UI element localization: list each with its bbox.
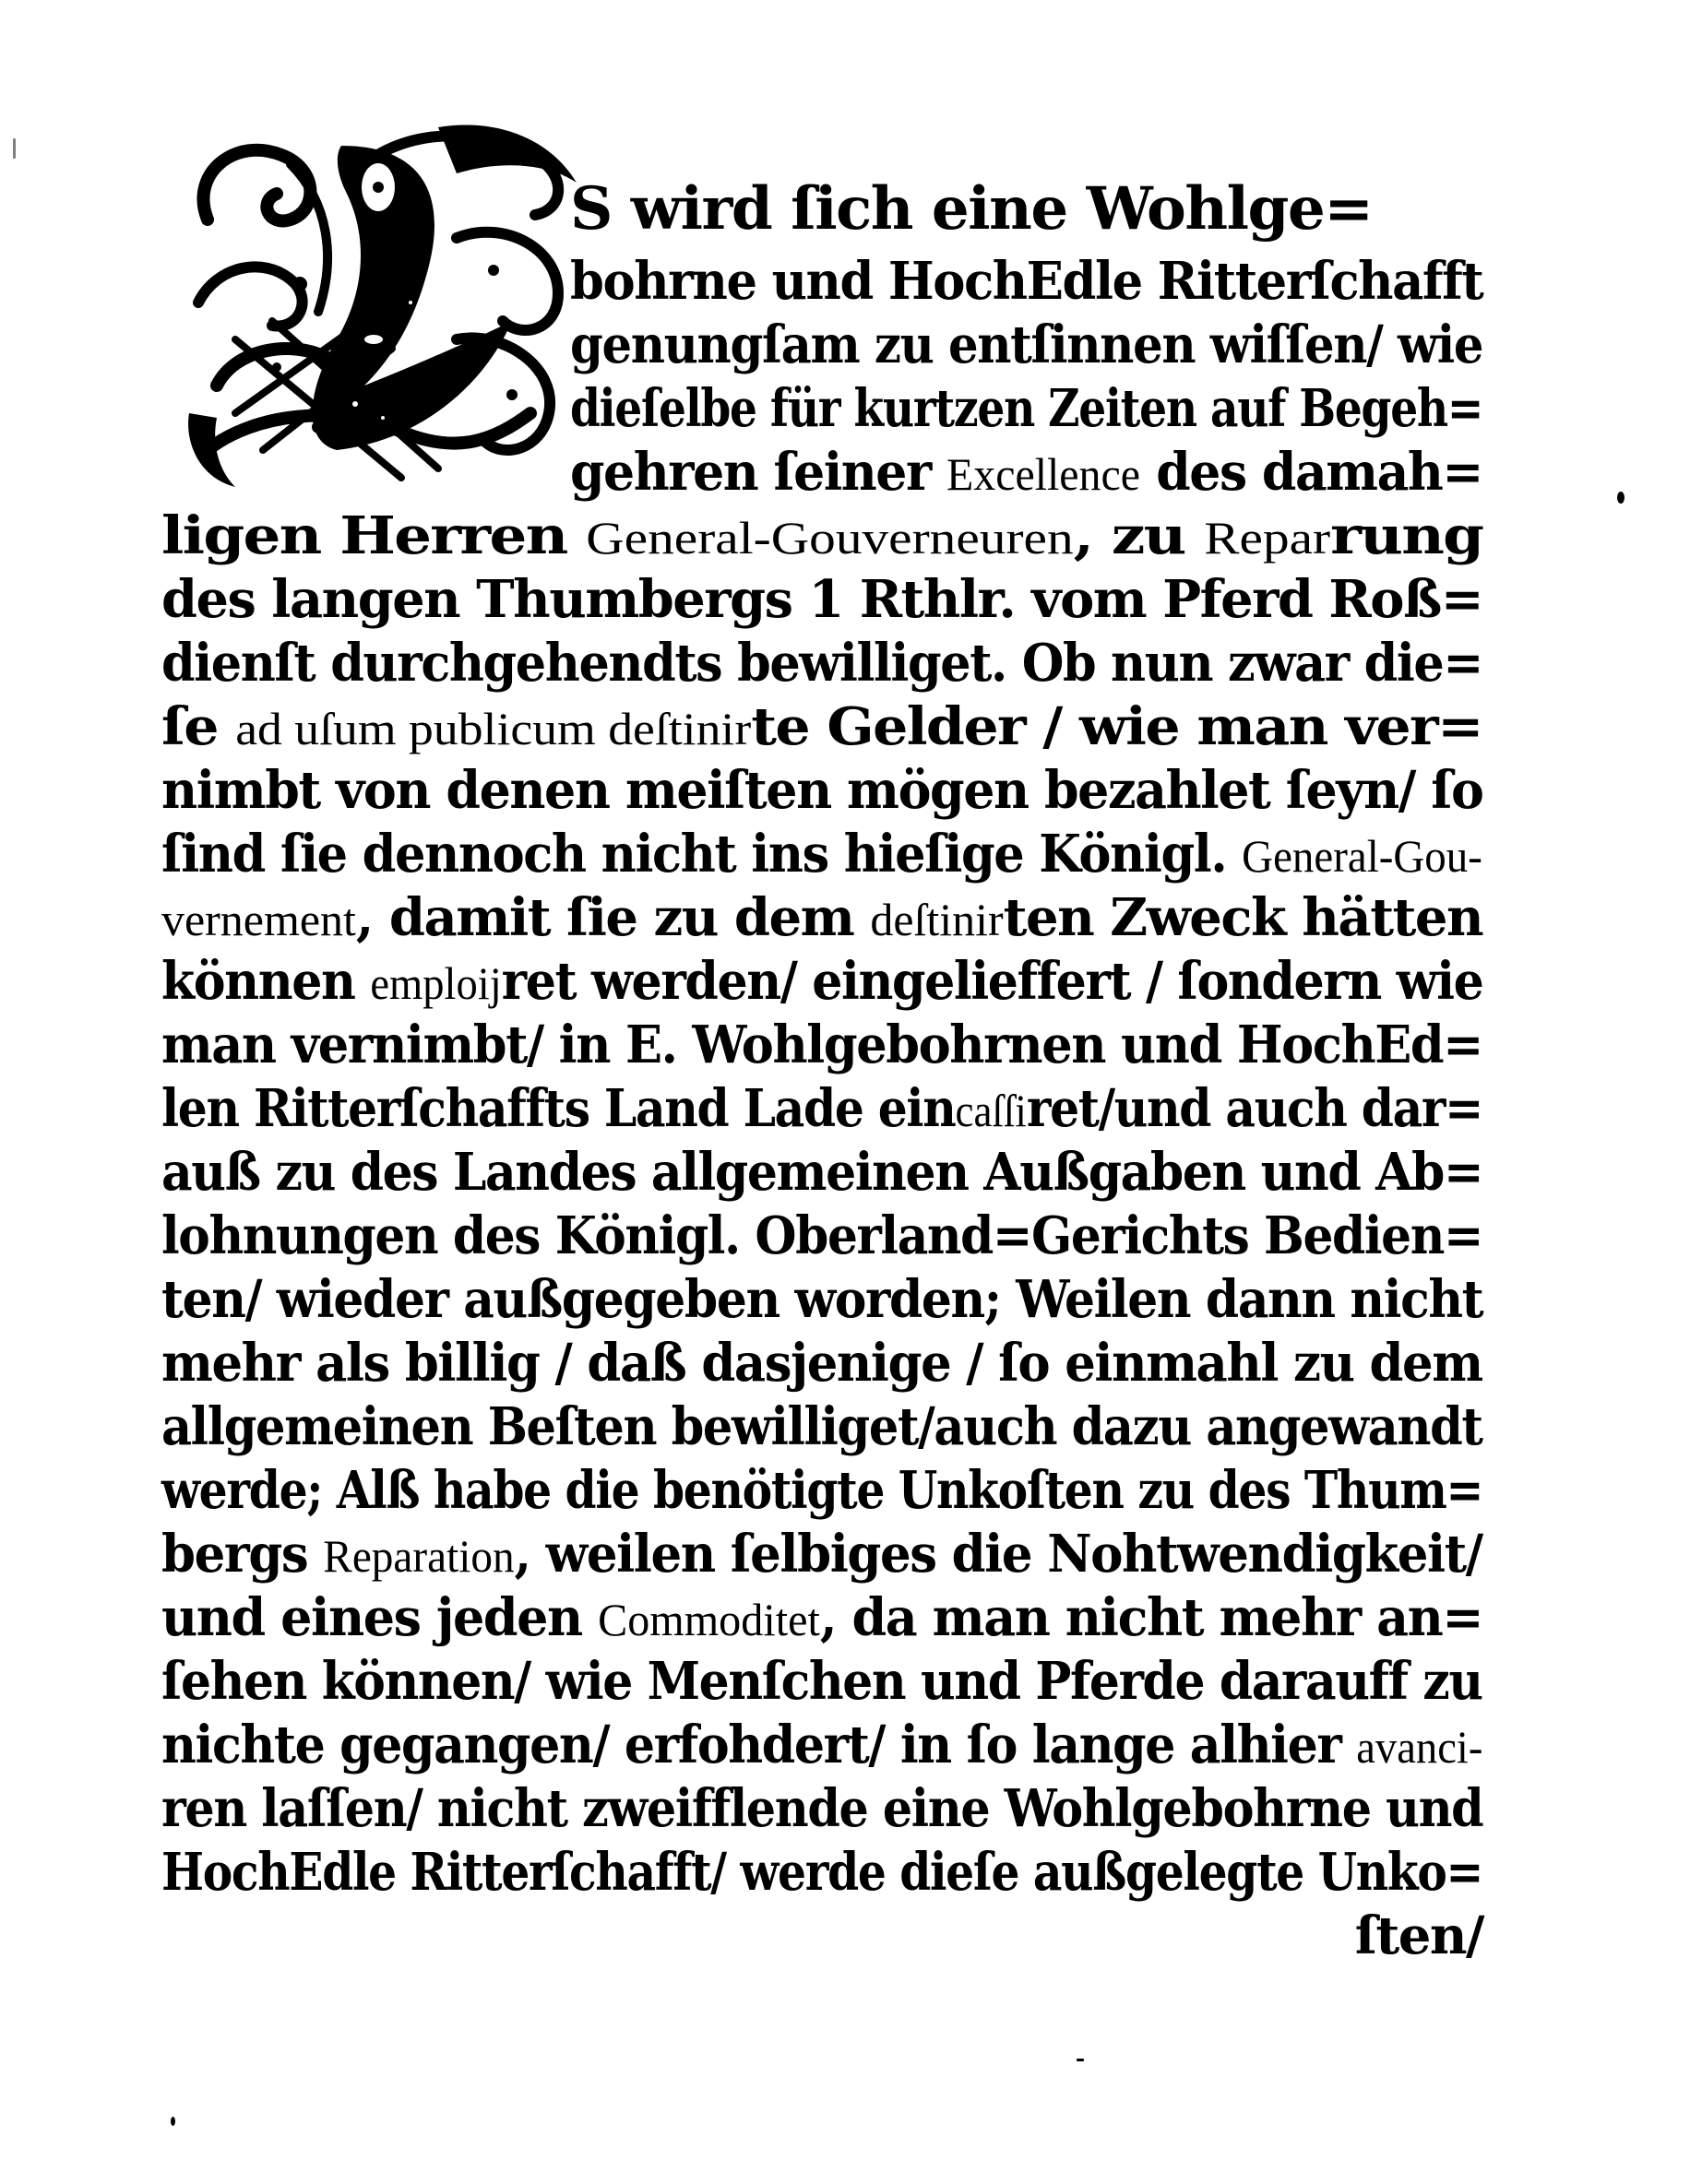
text-segment: lohnungen des Königl. Oberland=Gerichts Bedien= bbox=[161, 1205, 1483, 1266]
text-segment: werde; Alß habe die benötigte Unkoſten zu des Thum= bbox=[161, 1460, 1483, 1521]
text-line-2 bbox=[570, 251, 1482, 312]
text-segment: des damah= bbox=[1139, 442, 1482, 503]
text-segment: te Gelder / wie man ver= bbox=[751, 696, 1482, 757]
text-line-17 bbox=[161, 1205, 1482, 1266]
text-segment: und eines jeden bbox=[161, 1587, 599, 1648]
text-segment: len Ritterſchaffts Land Lade ein bbox=[161, 1078, 956, 1139]
latin-segment: Reparation bbox=[323, 1530, 515, 1582]
text-line-16 bbox=[161, 1142, 1482, 1203]
text-segment: , damit ſie zu dem bbox=[355, 887, 871, 948]
text-segment: ſehen können/ wie Menſchen und Pferde darauff zu bbox=[161, 1651, 1482, 1712]
text-line-18 bbox=[161, 1269, 1482, 1330]
text-segment: ren laſſen/ nicht zweifflende eine Wohlgebohrne und bbox=[161, 1778, 1483, 1839]
text-segment: man vernimbt/ in E. Wohlgebohrnen und HochEd= bbox=[161, 1015, 1482, 1075]
latin-segment: ad uſum publicum deſtinir bbox=[235, 703, 752, 754]
text-segment: , da man nicht mehr an= bbox=[819, 1587, 1483, 1648]
text-segment: genungſam zu entſinnen wiſſen/ wie bbox=[570, 315, 1483, 375]
latin-segment: deſtinir bbox=[870, 894, 1004, 945]
text-line-13 bbox=[161, 951, 1482, 1012]
text-segment: ret/und auch dar= bbox=[1026, 1078, 1482, 1139]
text-line-26 bbox=[161, 1778, 1482, 1839]
text-line-10 bbox=[161, 760, 1482, 821]
text-line-25 bbox=[161, 1715, 1482, 1775]
text-line-9 bbox=[161, 696, 1482, 757]
text-segment: ten Zweck hätten bbox=[1003, 887, 1483, 948]
text-segment: rung bbox=[1330, 505, 1483, 566]
text-segment: ſind ſie dennoch nicht ins hieſige Königl. bbox=[161, 824, 1243, 884]
text-line-27 bbox=[161, 1842, 1482, 1903]
text-line-3 bbox=[570, 315, 1482, 375]
text-line-5 bbox=[570, 442, 1482, 503]
text-segment: ſten/ bbox=[1354, 1905, 1483, 1966]
text-segment: ſe bbox=[161, 696, 236, 757]
text-line-1 bbox=[570, 175, 1482, 243]
text-segment: nichte gegangen/ erfohdert/ in ſo lange alhier bbox=[161, 1715, 1357, 1775]
ornate-initial-e-icon bbox=[180, 109, 586, 496]
latin-segment: caſſi bbox=[955, 1085, 1027, 1136]
latin-segment: Repar bbox=[1204, 512, 1331, 564]
text-line-24 bbox=[161, 1651, 1482, 1712]
text-segment: HochEdle Ritterſchafft/ werde dieſe außgelegte Unko= bbox=[161, 1842, 1483, 1903]
text-segment: , weilen ſelbiges die Nohtwendigkeit/ bbox=[514, 1524, 1482, 1585]
latin-segment: avanci- bbox=[1356, 1721, 1483, 1773]
text-segment: allgemeinen Beſten bewilliget/auch dazu angewandt bbox=[161, 1396, 1482, 1457]
text-line-12 bbox=[161, 887, 1482, 948]
text-segment: dienſt durchgehendts bewilliget. Ob nun zwar die= bbox=[161, 633, 1482, 694]
scan-speck bbox=[1077, 2059, 1084, 2061]
latin-segment: General-Gou- bbox=[1242, 830, 1482, 882]
text-line-21 bbox=[161, 1460, 1482, 1521]
text-line-19 bbox=[161, 1333, 1482, 1394]
text-segment: auß zu des Landes allgemeinen Außgaben und Ab= bbox=[161, 1142, 1483, 1203]
text-line-4 bbox=[570, 378, 1482, 439]
text-line-8 bbox=[161, 633, 1482, 694]
text-line-7 bbox=[161, 569, 1482, 630]
scan-speck bbox=[1617, 492, 1625, 504]
latin-segment: General-Gouverneuren bbox=[586, 512, 1074, 564]
text-segment: , zu bbox=[1073, 505, 1205, 566]
text-segment: bohrne und HochEdle Ritterſchafft bbox=[570, 251, 1483, 312]
text-segment: gehren ſeiner bbox=[570, 442, 947, 503]
text-line-6 bbox=[161, 505, 1482, 566]
text-line-22 bbox=[161, 1524, 1482, 1585]
text-segment: nimbt von denen meiſten mögen bezahlet ſeyn/ ſo bbox=[161, 760, 1483, 821]
latin-segment: Excellence bbox=[946, 448, 1140, 500]
text-segment: ligen Herren bbox=[161, 505, 587, 566]
text-segment: können bbox=[161, 951, 371, 1012]
text-segment: des langen Thumbergs 1 Rthlr. vom Pferd Roß= bbox=[161, 569, 1483, 630]
text-line-15 bbox=[161, 1078, 1482, 1139]
text-line-14 bbox=[161, 1015, 1482, 1075]
scan-speck bbox=[13, 138, 16, 159]
text-line-20 bbox=[161, 1396, 1482, 1457]
text-line-28-catchword bbox=[1347, 1905, 1483, 1966]
text-segment: S wird ſich eine Wohlge= bbox=[570, 174, 1373, 243]
text-line-11 bbox=[161, 824, 1482, 884]
text-segment: bergs bbox=[161, 1524, 324, 1585]
latin-segment: emploij bbox=[370, 957, 502, 1009]
text-segment: dieſelbe für kurtzen Zeiten auf Begeh= bbox=[570, 378, 1483, 439]
latin-segment: Commoditet bbox=[598, 1594, 820, 1645]
text-line-23 bbox=[161, 1587, 1482, 1648]
text-segment: ten/ wieder außgegeben worden; Weilen dann nicht bbox=[161, 1269, 1483, 1330]
latin-segment: vernement bbox=[161, 894, 356, 945]
text-segment: ret werden/ eingelieffert / ſondern wie bbox=[501, 951, 1483, 1012]
text-segment: mehr als billig / daß dasjenige / ſo einmahl zu dem bbox=[161, 1333, 1482, 1394]
scan-speck bbox=[171, 2117, 175, 2126]
